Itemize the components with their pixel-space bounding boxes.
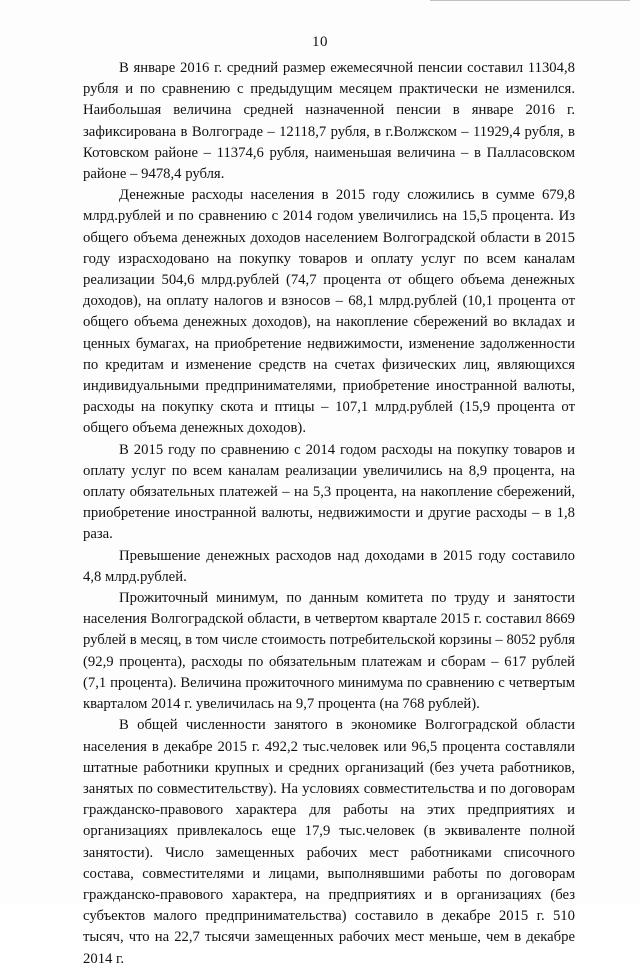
paragraph-expenses: Денежные расходы населения в 2015 году сложились в сумме 679,8 млрд.рублей и по сравнению с 2014 годом увеличились на 15,5 процента. Из общего объема денежных доходов населением Волгоградской области в 2015 году израсходовано на покупку товаров и оплату услуг по всем каналам реализации 504,6 млрд.рублей (74,7 процента от общего объема денежных доходов), на оплату налогов и взносов – 68,1 млрд.рублей (10,1 процента от общего объема денежных доходов), на накопление сбережений во вкладах и ценных бумагах, на приобретение недвижимости, изменение задолженности по кредитам и изменение средств на счетах физических лиц, являющихся индивидуальными предпринимателями, приобретение иностранной валюты, расходы на покупку скота и птицы – 107,1 млрд.рублей (15,9 процента от общего объема денежных доходов). [83, 187, 575, 437]
scan-edge-line [430, 0, 630, 4]
paragraph-expenses-excess: Превышение денежных расходов над доходами в 2015 году составило 4,8 млрд.рублей. [83, 547, 575, 585]
paragraph-pension: В январе 2016 г. средний размер ежемесячной пенсии составил 11304,8 рубля и по сравнению с предыдущим месяцем практически не изменился. Наибольшая величина средней назначенной пенсии в январе 2016 г. зафиксирована в Волгограде – 12118,7 рубля, в г.Волжском – 11929,4 рубля, в Котовском районе – 11374,6 рубля, наименьшая величина – в Палласовском районе – 9478,4 рубля. [83, 60, 575, 183]
page-number: 10 [312, 34, 328, 50]
paragraph-subsistence-minimum: Прожиточный минимум, по данным комитета по труду и занятости населения Волгоградской области, в четвертом квартале 2015 г. составил 8669 рублей в месяц, в том числе стоимость потребительской корзины – 8052 рубля (92,9 процента), расходы по обязательным платежам и сборам – 617 рублей (7,1 процента). Величина прожиточного минимума по сравнению с четвертым кварталом 2014 г. увеличилась на 9,7 процента (на 768 рублей). [83, 590, 575, 713]
document-body [83, 58, 575, 970]
paragraph-employment: В общей численности занятого в экономике Волгоградской области населения в декабре 2015 г. 492,2 тыс.человек или 96,5 процента составляли штатные работники крупных и средних организаций (без учета работников, занятых по совместительству). На условиях совместительства и по договорам гражданско-правового характера для работы на этих предприятиях и организациях привлекалось еще 17,9 тыс.человек (в эквиваленте полной занятости). Число замещенных рабочих мест работниками списочного состава, совместителями и лицами, выполнявшими работы по договорам гражданско-правового характера, на предприятиях и в организациях (без субъектов малого предпринимательства) составило в декабре 2015 г. 510 тысяч, что на 22,7 тысячи замещенных рабочих мест меньше, чем в декабре 2014 г. [83, 717, 575, 967]
paragraph-expenses-growth: В 2015 году по сравнению с 2014 годом расходы на покупку товаров и оплату услуг по всем каналам реализации увеличились на 8,9 процента, на оплату обязательных платежей – на 5,3 процента, на накопление сбережений, приобретение иностранной валюты, недвижимости и другие расходы – в 1,8 раза. [83, 441, 575, 543]
